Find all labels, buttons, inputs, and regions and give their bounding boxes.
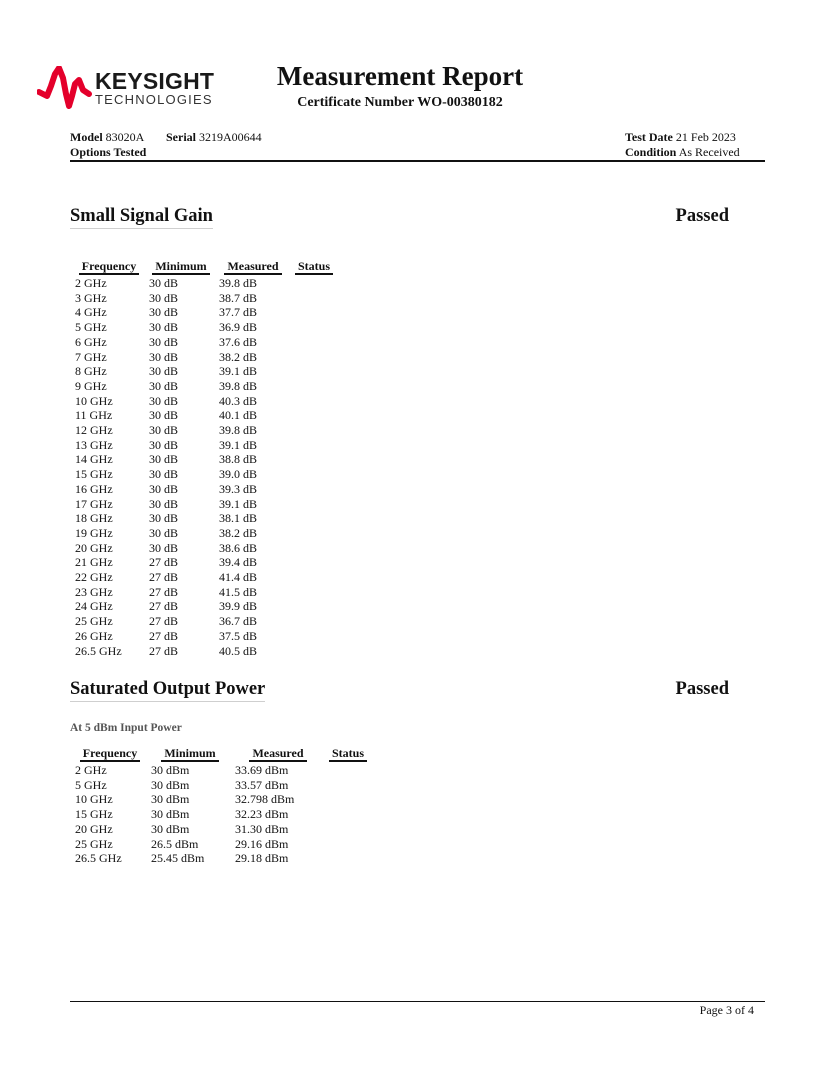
column-header-status: Status xyxy=(324,746,372,763)
minimum-cell: 30 dB xyxy=(149,349,179,364)
table-row xyxy=(72,837,372,852)
measured-cell: 40.3 dB xyxy=(219,393,258,408)
minimum-cell: 25.45 dBm xyxy=(151,851,205,866)
measured-cell: 33.69 dBm xyxy=(235,763,289,777)
frequency-cell: 23 GHz xyxy=(75,584,113,599)
table-row xyxy=(72,335,338,350)
measured-cell: 37.7 dB xyxy=(219,305,258,320)
minimum-cell: 30 dB xyxy=(149,276,179,290)
table-row xyxy=(72,599,338,614)
measured-cell: 29.16 dBm xyxy=(235,836,289,851)
minimum-cell: 30 dB xyxy=(149,378,179,393)
table-row xyxy=(72,763,372,778)
frequency-cell: 24 GHz xyxy=(75,599,113,614)
table-row xyxy=(72,644,338,659)
frequency-cell: 10 GHz xyxy=(75,792,113,807)
table-row xyxy=(72,291,338,306)
small-signal-gain-status: Passed xyxy=(675,206,729,226)
status-cell xyxy=(290,511,338,526)
measured-cell: 32.23 dBm xyxy=(235,807,289,822)
minimum-cell: 27 dB xyxy=(149,555,179,570)
footer-divider xyxy=(70,1001,765,1002)
report-title: Measurement Report xyxy=(276,61,524,91)
table-row xyxy=(72,585,338,600)
status-cell xyxy=(290,526,338,541)
measured-cell: 38.2 dB xyxy=(219,525,258,540)
frequency-cell: 26 GHz xyxy=(75,628,113,643)
minimum-cell: 30 dB xyxy=(149,305,179,320)
table-row xyxy=(72,792,372,807)
status-cell xyxy=(324,837,372,852)
status-cell xyxy=(324,792,372,807)
measured-cell: 40.1 dB xyxy=(219,408,258,423)
measured-cell: 39.1 dB xyxy=(219,364,258,379)
table-row xyxy=(72,438,338,453)
minimum-cell: 30 dB xyxy=(149,511,179,526)
measured-cell: 41.4 dB xyxy=(219,570,258,585)
status-cell xyxy=(290,408,338,423)
frequency-cell: 2 GHz xyxy=(75,763,107,777)
minimum-cell: 30 dB xyxy=(149,496,179,511)
measured-cell: 38.8 dB xyxy=(219,452,258,467)
small-signal-gain-table xyxy=(72,259,338,658)
frequency-cell: 5 GHz xyxy=(75,320,107,335)
minimum-cell: 30 dBm xyxy=(151,777,190,792)
frequency-cell: 19 GHz xyxy=(75,525,113,540)
column-header-minimum: Minimum xyxy=(146,259,216,276)
frequency-cell: 25 GHz xyxy=(75,614,113,629)
status-cell xyxy=(290,350,338,365)
minimum-cell: 30 dB xyxy=(149,481,179,496)
measured-cell: 36.9 dB xyxy=(219,320,258,335)
frequency-cell: 26.5 GHz xyxy=(75,851,122,866)
measured-cell: 39.1 dB xyxy=(219,496,258,511)
frequency-cell: 5 GHz xyxy=(75,777,107,792)
minimum-cell: 30 dBm xyxy=(151,763,190,777)
frequency-cell: 25 GHz xyxy=(75,836,113,851)
frequency-cell: 4 GHz xyxy=(75,305,107,320)
frequency-cell: 13 GHz xyxy=(75,437,113,452)
frequency-cell: 3 GHz xyxy=(75,290,107,305)
minimum-cell: 27 dB xyxy=(149,570,179,585)
measured-cell: 39.4 dB xyxy=(219,555,258,570)
measured-cell: 31.30 dBm xyxy=(235,821,289,836)
status-cell xyxy=(290,614,338,629)
measured-cell: 37.5 dB xyxy=(219,628,258,643)
minimum-cell: 27 dB xyxy=(149,614,179,629)
minimum-cell: 30 dBm xyxy=(151,821,190,836)
frequency-cell: 20 GHz xyxy=(75,540,113,555)
header-divider xyxy=(70,160,765,162)
serial-value: 3219A00644 xyxy=(199,130,262,144)
status-cell xyxy=(290,644,338,659)
column-header-measured: Measured xyxy=(232,746,324,763)
table-row xyxy=(72,350,338,365)
frequency-cell: 15 GHz xyxy=(75,467,113,482)
status-cell xyxy=(290,541,338,556)
measured-cell: 38.1 dB xyxy=(219,511,258,526)
status-cell xyxy=(324,778,372,793)
table-row xyxy=(72,467,338,482)
measured-cell: 41.5 dB xyxy=(219,584,258,599)
table-row xyxy=(72,379,338,394)
frequency-cell: 10 GHz xyxy=(75,393,113,408)
saturated-output-power-title: Saturated Output Power xyxy=(70,679,265,702)
condition-label: Condition xyxy=(625,145,677,159)
column-header-minimum: Minimum xyxy=(148,746,232,763)
test-date-info xyxy=(625,130,736,145)
status-cell xyxy=(290,482,338,497)
measured-cell: 39.8 dB xyxy=(219,423,258,438)
serial-label: Serial xyxy=(166,130,196,144)
status-cell xyxy=(290,599,338,614)
options-label: Options Tested xyxy=(70,145,147,159)
table-row xyxy=(72,541,338,556)
measured-cell: 33.57 dBm xyxy=(235,777,289,792)
minimum-cell: 26.5 dBm xyxy=(151,836,199,851)
status-cell xyxy=(290,585,338,600)
table-header-row xyxy=(72,746,372,763)
minimum-cell: 27 dB xyxy=(149,584,179,599)
minimum-cell: 30 dB xyxy=(149,393,179,408)
status-cell xyxy=(290,438,338,453)
table-row xyxy=(72,452,338,467)
frequency-cell: 2 GHz xyxy=(75,276,107,290)
frequency-cell: 9 GHz xyxy=(75,378,107,393)
table-row xyxy=(72,629,338,644)
frequency-cell: 15 GHz xyxy=(75,807,113,822)
minimum-cell: 30 dB xyxy=(149,334,179,349)
minimum-cell: 30 dB xyxy=(149,320,179,335)
frequency-cell: 16 GHz xyxy=(75,481,113,496)
table-row xyxy=(72,320,338,335)
measured-cell: 39.0 dB xyxy=(219,467,258,482)
page-number: Page 3 of 4 xyxy=(699,1003,754,1017)
measured-cell: 39.8 dB xyxy=(219,378,258,393)
status-cell xyxy=(290,497,338,512)
status-cell xyxy=(290,335,338,350)
model-label: Model xyxy=(70,130,103,144)
minimum-cell: 27 dB xyxy=(149,643,179,658)
table-row xyxy=(72,511,338,526)
measured-cell: 38.6 dB xyxy=(219,540,258,555)
minimum-cell: 30 dB xyxy=(149,452,179,467)
frequency-cell: 21 GHz xyxy=(75,555,113,570)
model-value: 83020A xyxy=(105,130,145,144)
test-date-label: Test Date xyxy=(625,130,673,144)
saturated-output-power-status: Passed xyxy=(675,679,729,699)
frequency-cell: 8 GHz xyxy=(75,364,107,379)
measured-cell: 39.3 dB xyxy=(219,481,258,496)
measured-cell: 39.9 dB xyxy=(219,599,258,614)
logo-wordmark: KEYSIGHT xyxy=(95,68,215,94)
measured-cell: 37.6 dB xyxy=(219,334,258,349)
frequency-cell: 20 GHz xyxy=(75,821,113,836)
status-cell xyxy=(290,423,338,438)
condition-info xyxy=(625,145,740,160)
status-cell xyxy=(324,822,372,837)
minimum-cell: 30 dB xyxy=(149,290,179,305)
frequency-cell: 11 GHz xyxy=(75,408,113,423)
status-cell xyxy=(290,555,338,570)
model-info xyxy=(70,130,144,145)
measured-cell: 39.1 dB xyxy=(219,437,258,452)
status-cell xyxy=(290,452,338,467)
table-row xyxy=(72,482,338,497)
minimum-cell: 27 dB xyxy=(149,628,179,643)
saturated-output-power-table xyxy=(72,746,372,866)
status-cell xyxy=(324,763,372,778)
measured-cell: 38.7 dB xyxy=(219,290,258,305)
frequency-cell: 7 GHz xyxy=(75,349,107,364)
table-row xyxy=(72,408,338,423)
minimum-cell: 30 dB xyxy=(149,525,179,540)
minimum-cell: 30 dBm xyxy=(151,807,190,822)
input-power-note: At 5 dBm Input Power xyxy=(70,722,182,734)
minimum-cell: 27 dB xyxy=(149,599,179,614)
frequency-cell: 22 GHz xyxy=(75,570,113,585)
minimum-cell: 30 dBm xyxy=(151,792,190,807)
minimum-cell: 30 dB xyxy=(149,540,179,555)
status-cell xyxy=(324,851,372,866)
status-cell xyxy=(290,394,338,409)
status-cell xyxy=(290,320,338,335)
frequency-cell: 14 GHz xyxy=(75,452,113,467)
frequency-cell: 26.5 GHz xyxy=(75,643,122,658)
certificate-number: Certificate Number WO-00380182 xyxy=(297,95,503,110)
frequency-cell: 12 GHz xyxy=(75,423,113,438)
minimum-cell: 30 dB xyxy=(149,437,179,452)
table-row xyxy=(72,276,338,291)
column-header-status: Status xyxy=(290,259,338,276)
status-cell xyxy=(290,276,338,291)
minimum-cell: 30 dB xyxy=(149,467,179,482)
logo-subwordmark: TECHNOLOGIES xyxy=(95,92,213,107)
table-row xyxy=(72,423,338,438)
measured-cell: 29.18 dBm xyxy=(235,851,289,866)
measured-cell: 40.5 dB xyxy=(219,643,258,658)
measured-cell: 38.2 dB xyxy=(219,349,258,364)
table-row xyxy=(72,570,338,585)
status-cell xyxy=(290,305,338,320)
table-row xyxy=(72,526,338,541)
table-header-row xyxy=(72,259,338,276)
test-date-value: 21 Feb 2023 xyxy=(675,130,736,144)
status-cell xyxy=(290,364,338,379)
table-row xyxy=(72,614,338,629)
minimum-cell: 30 dB xyxy=(149,408,179,423)
frequency-cell: 18 GHz xyxy=(75,511,113,526)
condition-value: As Received xyxy=(678,145,740,159)
measured-cell: 39.8 dB xyxy=(219,276,258,290)
options-info xyxy=(70,145,146,160)
status-cell xyxy=(324,807,372,822)
column-header-measured: Measured xyxy=(216,259,290,276)
keysight-logo xyxy=(37,66,217,110)
status-cell xyxy=(290,467,338,482)
keysight-wave-icon xyxy=(37,66,93,110)
table-row xyxy=(72,394,338,409)
status-cell xyxy=(290,291,338,306)
status-cell xyxy=(290,629,338,644)
table-row xyxy=(72,305,338,320)
minimum-cell: 30 dB xyxy=(149,364,179,379)
column-header-frequency: Frequency xyxy=(72,259,146,276)
table-row xyxy=(72,364,338,379)
column-header-frequency: Frequency xyxy=(72,746,148,763)
table-row xyxy=(72,822,372,837)
frequency-cell: 17 GHz xyxy=(75,496,113,511)
frequency-cell: 6 GHz xyxy=(75,334,107,349)
table-row xyxy=(72,851,372,866)
table-row xyxy=(72,555,338,570)
table-row xyxy=(72,778,372,793)
measured-cell: 36.7 dB xyxy=(219,614,258,629)
table-row xyxy=(72,807,372,822)
status-cell xyxy=(290,570,338,585)
status-cell xyxy=(290,379,338,394)
measured-cell: 32.798 dBm xyxy=(235,792,295,807)
small-signal-gain-title: Small Signal Gain xyxy=(70,206,213,229)
table-row xyxy=(72,497,338,512)
serial-info xyxy=(166,130,262,145)
minimum-cell: 30 dB xyxy=(149,423,179,438)
